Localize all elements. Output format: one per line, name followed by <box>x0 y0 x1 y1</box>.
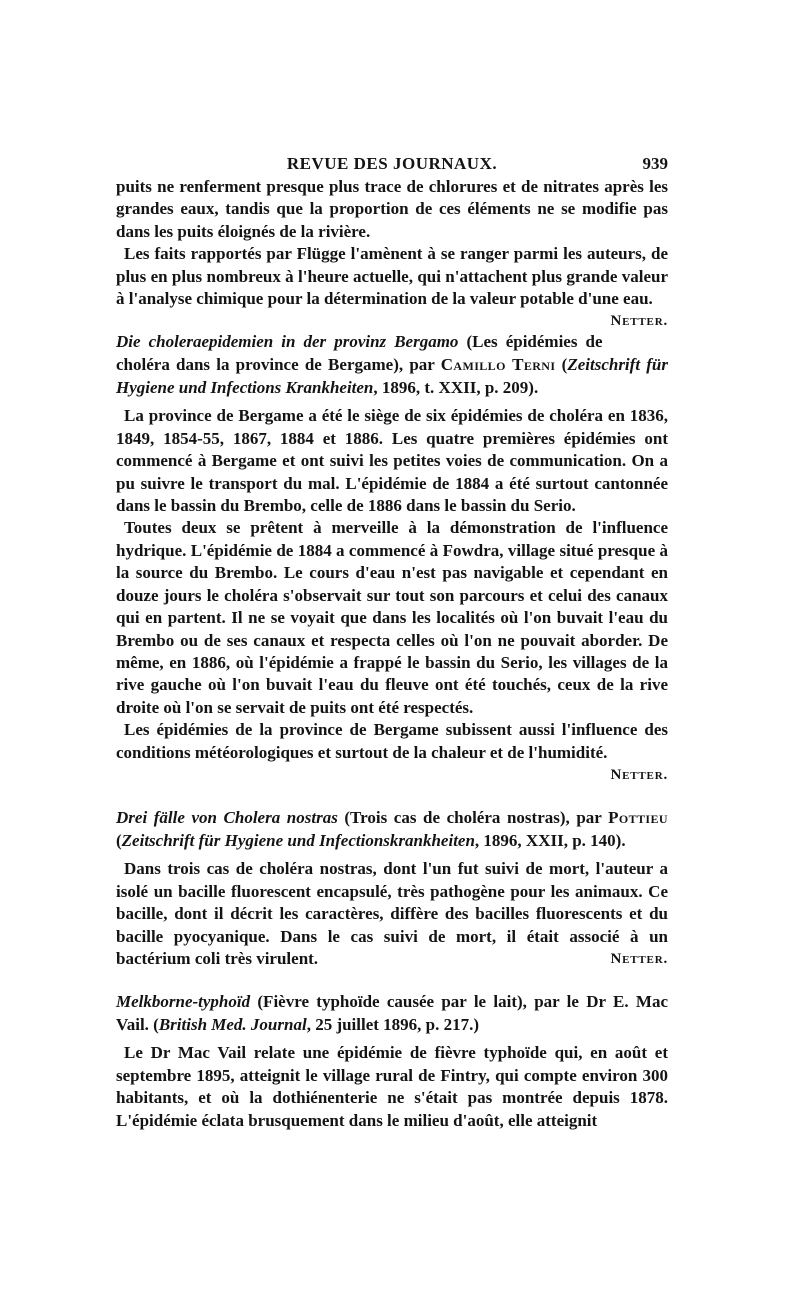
page-header <box>116 150 668 176</box>
paragraph: Le Dr Mac Vail relate une épidémie de fièvre typhoïde qui, en août et septembre 1895, atteignit le village rural de Fintry, qui compte environ 300 habitants, et où la dothiénenterie ne s'était pas montrée depuis 1878. L'épidémie éclata brusquement dans le milieu d'août, elle atteignit <box>116 1043 668 1130</box>
signature: Netter. <box>610 950 668 967</box>
article-title: Drei fälle von Cholera nostras <box>116 808 338 828</box>
journal-name: Zeitschrift für Hygiene und Infectionskrankheiten <box>121 831 475 851</box>
paragraph: Les épidémies de la province de Bergame subissent aussi l'influence des conditions météorologiques et surtout de la chaleur et de l'humidité. <box>116 720 668 762</box>
author-name: Camillo Terni <box>440 355 556 375</box>
paragraph: Toutes deux se prêtent à merveille à la démonstration de l'influence hydrique. L'épidémie de 1884 a commencé à Fowdra, village situé presque à la source du Brembo. Le cours d'eau n'est pas navigable et cependant en douze jours le choléra s'observait sur tout son parcours et celui des canaux qui en partent. Il ne se voyait que dans les localités où l'on buvait l'eau du Brembo ou de ses canaux et respecta celles où l'on ne pouvait aborder. De même, en 1886, où l'épidémie a frappé le bassin du Serio, les villages de la rive gauche où l'on buvait l'eau du fleuve ont été touchés, ceux de la rive droite où l'on se servait de puits ont été respectés. <box>116 518 668 717</box>
page <box>116 150 668 1132</box>
article-citation: Melkborne-typhoïd (Fièvre typhoïde causée par le lait), par le Dr E. Mac Vail. (British Med. Journal, 25 juillet 1896, p. 217.) <box>116 992 668 1035</box>
author-name: Pottieu <box>608 808 668 828</box>
paragraph: Dans trois cas de choléra nostras, dont l'un fut suivi de mort, l'auteur a isolé un bacille fluorescent encapsulé, très pathogène pour les animaux. Ce bacille, dont il décrit les caractères, diffère des bacilles fluorescents et du bacille pyocyanique. Dans le cas suivi de mort, il était associé à un bactérium coli très virulent. Netter. <box>116 858 668 970</box>
article-melkborne <box>116 990 668 1132</box>
article-title: Melkborne-typhoïd <box>116 992 251 1012</box>
paragraph: La province de Bergame a été le siège de six épidémies de choléra en 1836, 1849, 1854-55, 1867, 1884 et 1886. Les quatre premières épidémies ont commencé à Bergame et ont suivi les petites voies de communication. On a pu suivre le transport du mal. L'épidémie de 1884 a été surtout cantonnée dans le bassin du Brembo, celle de 1886 dans le bassin du Serio. <box>116 406 668 516</box>
article-citation: Die choleraepidemien in der provinz Bergamo (Les épidémies de choléra dans la province de Bergame), par Camillo Terni (Zeitschrift für Hygiene und Infections Krankheiten, 1896, t. XXII, p. 209). <box>116 332 668 398</box>
signature: Netter. <box>610 313 668 330</box>
paragraph: Les faits rapportés par Flügge l'amènent à se ranger parmi les auteurs, de plus en plus nombreux à l'heure actuelle, qui n'attachent plus grande valeur à l'analyse chimique pour la détermination de la valeur potable d'une eau. Netter. <box>116 243 668 310</box>
journal-name: Zeitschrift für Hygiene und Infections Krankheiten <box>116 355 668 398</box>
article-title: Die choleraepidemien in der provinz Bergamo <box>116 332 459 352</box>
running-title: REVUE DES JOURNAUX. <box>286 154 498 173</box>
journal-name: British Med. Journal <box>158 1015 307 1035</box>
section-flugge <box>116 176 668 330</box>
article-citation: Drei fälle von Cholera nostras (Trois cas de choléra nostras), par Pottieu (Zeitschrift für Hygiene und Infectionskrankheiten, 1896, XXII, p. 140). <box>116 808 668 851</box>
article-bergamo <box>116 330 668 786</box>
paragraph: puits ne renferment presque plus trace de chlorures et de nitrates après les grandes eaux, tandis que la proportion de ces éléments ne se modifie pas dans les puits éloignés de la rivière. <box>116 177 668 241</box>
signature: Netter. <box>610 766 668 783</box>
article-cholera-nostras <box>116 806 668 970</box>
page-number: 939 <box>642 154 668 173</box>
